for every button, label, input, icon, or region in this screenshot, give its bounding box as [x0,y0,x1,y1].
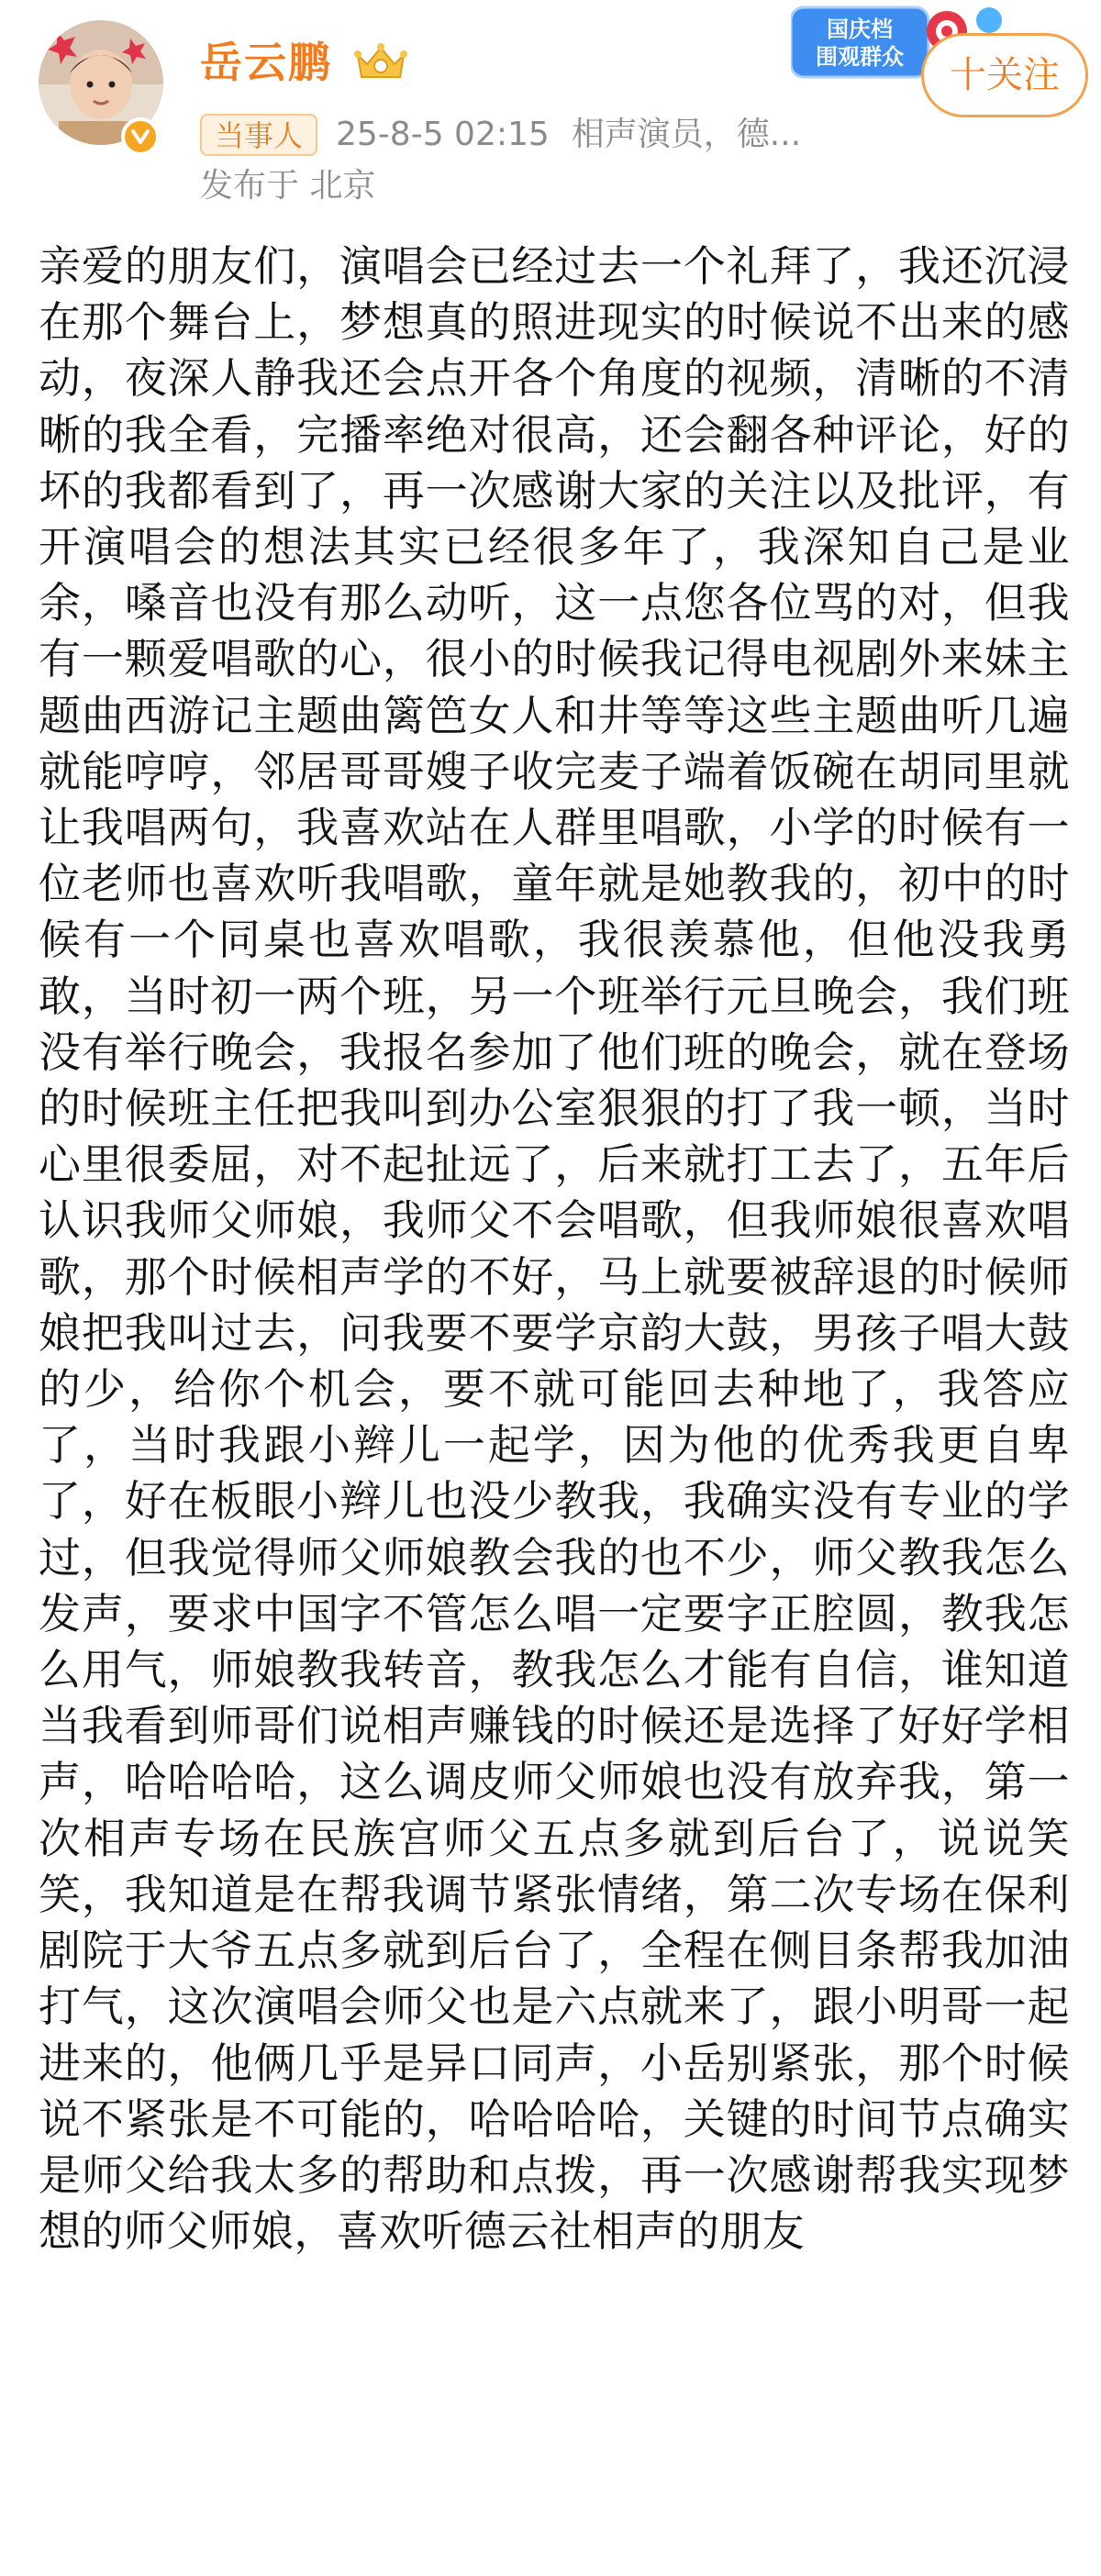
svg-text:围观群众: 围观群众 [816,44,904,70]
post-timestamp: 25-8-5 02:15 [336,116,550,153]
follow-button[interactable]: 十关注 [921,33,1088,117]
post-location: 发布于 北京 [200,167,376,205]
verified-badge-icon [121,117,160,156]
role-tag: 当事人 [200,114,317,156]
post-meta [336,112,850,158]
post-body: 亲爱的朋友们，演唱会已经过去一个礼拜了，我还沉浸在那个舞台上，梦想真的照进现实的时候说不出来的感动，夜深人静我还会点开各个角度的视频，清晰的不清晰的我全看，完播率绝对很高，还会翻各种评论，好的坏的我都看到了，再一次感谢大家的关注以及批评，有开演唱会的想法其实已经很多年了，我深知自己是业余，嗓音也没有那么动听，这一点您各位骂的对，但我有一颗爱唱歌的心，很小的时候我记得电视剧外来妹主题曲西游记主题曲篱笆女人和井等等这些主题曲听几遍就能哼哼，邻居哥哥嫂子收完麦子端着饭碗在胡同里就让我唱两句，我喜欢站在人群里唱歌，小学的时候有一位老师也喜欢听我唱歌，童年就是她教我的，初中的时候有一个同桌也喜欢唱歌，我很羡慕他，但他没我勇敢，当时初一两个班，另一个班举行元旦晚会，我们班没有举行晚会，我报名参加了他们班的晚会，就在登场的时候班主任把我叫到办公室狠狠的打了我一顿，当时心里很委屈，对不起扯远了，后来就打工去了，五年后认识我师父师娘，我师父不会唱歌，但我师娘很喜欢唱歌，那个时候相声学的不好，马上就要被辞退的时候师娘把我叫过去，问我要不要学京韵大鼓，男孩子唱大鼓的少，给你个机会，要不就可能回去种地了，我答应了，当时我跟小辫儿一起学，因为他的优秀我更自卑了，好在板眼小辫儿也没少教我，我确实没有专业的学过，但我觉得师父师娘教会我的也不少，师父教我怎么发声，要求中国字不管怎么唱一定要字正腔圆，教我怎么用气，师娘教我转音，教我怎么才能有自信，谁知道当我看到师哥们说相声赚钱的时候还是选择了好好学相声，哈哈哈哈，这么调皮师父师娘也没有放弃我，第一次相声专场在民族宫师父五点多就到后台了，说说笑笑，我知道是在帮我调节紧张情绪，第二次专场在保利剧院于大爷五点多就到后台了，全程在侧目条帮我加油打气，这次演唱会师父也是六点就来了，跟小明哥一起进来的，他俩几乎是异口同声，小岳别紧张，那个时候说不紧张是不可能的，哈哈哈哈，关键的时间节点确实是师父给我太多的帮助和点拨，再一次感谢帮我实现梦想的师父师娘，喜欢听德云社相声的朋友 [39,241,1070,2257]
post-header [0,0,1101,229]
author-name[interactable]: 岳云鹏 [200,38,332,87]
vip-crown-icon[interactable] [352,42,409,84]
author-description: 相声演员，德... [571,116,802,153]
svg-text:国庆档: 国庆档 [827,17,893,42]
